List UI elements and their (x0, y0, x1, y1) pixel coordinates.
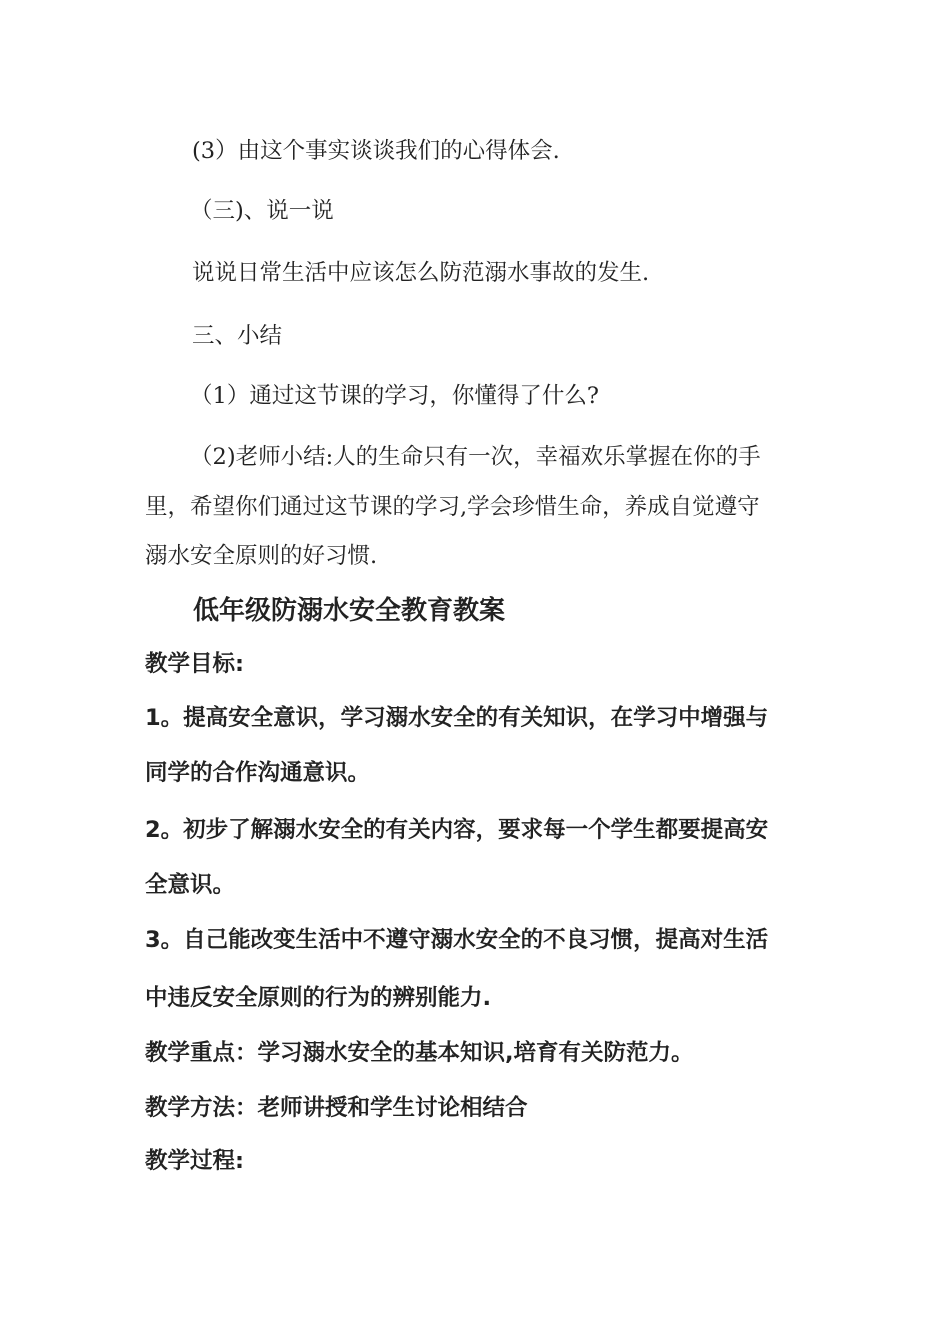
summary-paragraph-2-line-3: 溺水安全原则的好习惯. (145, 543, 378, 569)
goal-3-line-2: 中违反安全原则的行为的辨别能力. (145, 985, 492, 1011)
summary-question-1: （1）通过这节课的学习，你懂得了什么? (190, 383, 599, 409)
item-3-text: (3）由这个事实谈谈我们的心得体会. (192, 138, 560, 164)
process-label: 教学过程: (145, 1148, 244, 1174)
goal-1-line-2: 同学的合作沟通意识。 (145, 760, 371, 786)
summary-heading: 三、小结 (192, 323, 283, 349)
goals-label: 教学目标: (145, 651, 244, 677)
goal-2-line-2: 全意识。 (145, 872, 236, 898)
goal-3-line-1: 3。自己能改变生活中不遵守溺水安全的不良习惯，提高对生活 (145, 927, 769, 953)
section-3-text: 说说日常生活中应该怎么防范溺水事故的发生. (192, 260, 650, 286)
goal-2-line-1: 2。初步了解溺水安全的有关内容，要求每一个学生都要提高安 (145, 817, 769, 843)
section-3-heading: （三)、说一说 (190, 198, 334, 224)
summary-paragraph-2-line-1: （2)老师小结:人的生命只有一次，幸福欢乐掌握在你的手 (190, 444, 761, 470)
goal-1-line-1: 1。提高安全意识，学习溺水安全的有关知识，在学习中增强与 (145, 705, 769, 731)
lesson-plan-title: 低年级防溺水安全教育教案 (193, 596, 506, 626)
method-text: 教学方法：老师讲授和学生讨论相结合 (145, 1095, 528, 1121)
summary-paragraph-2-line-2: 里，希望你们通过这节课的学习,学会珍惜生命，养成自觉遵守 (145, 494, 760, 520)
key-points-text: 教学重点：学习溺水安全的基本知识,培育有关防范力。 (145, 1040, 694, 1066)
